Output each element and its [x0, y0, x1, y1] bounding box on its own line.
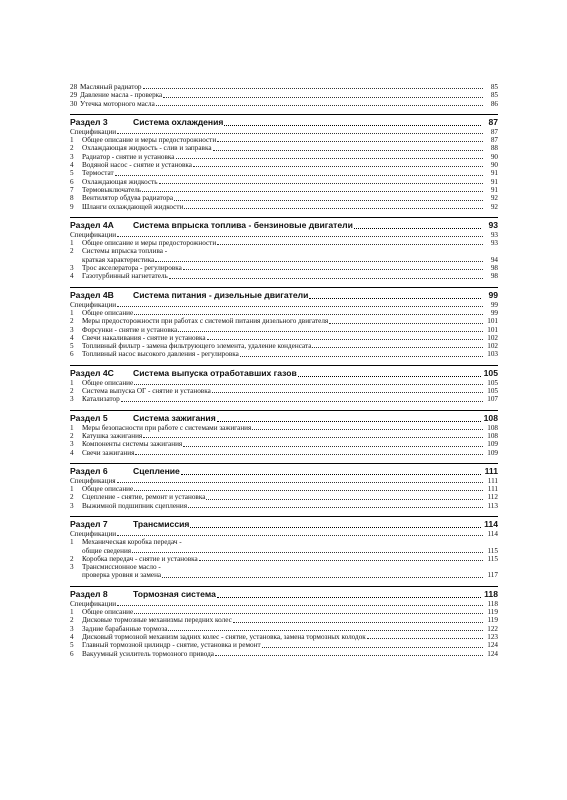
item-title: Масляный радиатор	[80, 83, 142, 91]
dot-leader	[193, 166, 483, 167]
item-page: 87	[490, 127, 498, 136]
toc-item	[70, 91, 498, 99]
item-number: 2	[70, 144, 74, 153]
item-page: 103	[487, 350, 498, 359]
toc-item	[70, 633, 498, 641]
item-title: Общее описание и меры предосторожности	[82, 136, 217, 145]
item-title: Катушка зажигания	[82, 431, 143, 440]
item-number: 4	[70, 333, 74, 342]
dot-leader	[121, 401, 483, 402]
item-title: Главный тормозной цилиндр - снятие, установка и ремонт	[82, 641, 261, 650]
item-title: Спецификации	[70, 127, 117, 136]
item-page: 90	[490, 161, 498, 170]
item-number: 9	[70, 202, 74, 211]
item-title: Форсунки - снятие и установка	[82, 325, 178, 334]
dot-leader	[217, 597, 481, 598]
toc-item	[70, 136, 498, 144]
toc-item	[70, 309, 498, 317]
section-label: Раздел 4С	[70, 367, 114, 378]
dot-leader	[159, 183, 483, 184]
item-number: 1	[70, 538, 74, 547]
item-page: 87	[490, 136, 498, 145]
dot-leader	[224, 125, 481, 126]
dot-leader	[212, 392, 483, 393]
section-label: Раздел 4В	[70, 289, 114, 300]
dot-leader	[217, 421, 481, 422]
item-number: 2	[70, 431, 74, 440]
section-page: 111	[484, 465, 498, 476]
section-header	[70, 586, 498, 600]
item-page: 118	[487, 599, 498, 608]
dot-leader	[190, 527, 481, 528]
toc-item	[70, 169, 498, 177]
section-title: Система питания - дизельные двигатели	[133, 289, 309, 300]
item-page: 124	[487, 649, 498, 658]
section-label: Раздел 8	[70, 588, 108, 599]
item-title: Общее описание	[82, 308, 134, 317]
item-page: 91	[490, 169, 498, 178]
dot-leader	[117, 605, 483, 606]
dot-leader	[217, 141, 483, 142]
toc-item	[70, 641, 498, 649]
toc-item	[70, 625, 498, 633]
item-number: 5	[70, 641, 74, 650]
item-title: Компоненты системы зажигания	[82, 440, 183, 449]
section-page: 87	[488, 116, 498, 127]
section-header	[70, 516, 498, 530]
item-title: Системы впрыска топлива -	[82, 247, 168, 256]
item-page: 102	[487, 333, 498, 342]
toc-item	[70, 203, 498, 211]
dot-leader	[117, 306, 483, 307]
dot-leader	[262, 647, 483, 648]
item-title: Топливный насос высокого давления - регулировка	[82, 350, 239, 359]
dot-leader	[142, 191, 483, 192]
dot-leader	[309, 298, 481, 299]
section-title: Сцепление	[133, 465, 180, 476]
toc-item	[70, 239, 498, 247]
item-title: Спецификация	[70, 476, 116, 485]
item-number: 28	[70, 83, 78, 91]
toc-item	[70, 432, 498, 440]
dot-leader	[163, 97, 483, 98]
item-number: 5	[70, 169, 74, 178]
item-number: 4	[70, 448, 74, 457]
item-title: Охлаждающая жидкость	[82, 177, 158, 186]
dot-leader	[183, 446, 483, 447]
item-page: 107	[487, 395, 498, 404]
toc-item	[70, 178, 498, 186]
item-number: 6	[70, 649, 74, 658]
item-title: Задние барабанные тормоза	[82, 624, 168, 633]
dot-leader	[156, 105, 483, 106]
dot-leader	[117, 535, 483, 536]
dot-leader	[233, 622, 483, 623]
dot-leader	[206, 499, 483, 500]
dot-leader	[143, 88, 483, 89]
dot-leader	[117, 133, 483, 134]
dot-leader	[115, 175, 483, 176]
toc-item	[70, 387, 498, 395]
toc-item	[70, 264, 498, 272]
toc-item	[70, 449, 498, 457]
dot-leader	[188, 507, 483, 508]
item-page: 102	[487, 342, 498, 351]
dot-leader	[217, 244, 483, 245]
dot-leader	[134, 384, 483, 385]
item-number: 1	[70, 239, 74, 248]
item-page: 105	[487, 387, 498, 396]
item-page: 114	[487, 529, 498, 538]
item-number: 6	[70, 350, 74, 359]
dot-leader	[135, 454, 483, 455]
dot-leader	[134, 314, 483, 315]
section-label: Раздел 4А	[70, 219, 114, 230]
item-number: 1	[70, 423, 74, 432]
toc-item	[70, 650, 498, 658]
item-page: 108	[487, 431, 498, 440]
item-number: 7	[70, 185, 74, 194]
toc-item	[70, 379, 498, 387]
dot-leader	[176, 158, 484, 159]
item-title: Сцепление - снятие, ремонт и установка	[82, 493, 206, 502]
item-title: краткая характеристика	[82, 255, 155, 264]
dot-leader	[117, 482, 483, 483]
item-title: Выжимной подшипник сцепления	[82, 501, 188, 510]
dot-leader	[169, 278, 483, 279]
item-page: 112	[487, 493, 498, 502]
section-page: 118	[484, 588, 498, 599]
item-title: Шланги охлаждающей жидкости	[82, 202, 184, 211]
item-page: 115	[487, 554, 498, 563]
item-page: 117	[487, 571, 498, 580]
dot-leader	[298, 376, 481, 377]
item-title: Охлаждающая жидкость - слив и заправка	[82, 144, 212, 153]
section-title: Система охлаждения	[133, 116, 224, 127]
item-page: 91	[490, 177, 498, 186]
item-page: 88	[490, 144, 498, 153]
section-title: Система выпуска отработавших газов	[133, 367, 297, 378]
item-title: Спецификации	[70, 230, 117, 239]
item-title: Система выпуска ОГ - снятие и установка	[82, 387, 211, 396]
item-number: 4	[70, 632, 74, 641]
item-title: Меры предосторожности при работах с системой питания дизельного двигателя	[82, 317, 329, 326]
item-number: 1	[70, 378, 74, 387]
item-number: 6	[70, 177, 74, 186]
item-page: 119	[487, 616, 498, 625]
item-title: Водяной насос - снятие и установка	[82, 161, 192, 170]
toc-item	[70, 342, 498, 350]
toc-item	[70, 256, 498, 264]
item-title: Трос акселератора - регулировка	[82, 264, 182, 273]
item-number: 3	[70, 440, 74, 449]
toc-item	[70, 502, 498, 510]
table-of-contents	[70, 83, 498, 658]
toc-item	[70, 153, 498, 161]
item-number: 30	[70, 99, 78, 108]
dot-leader	[181, 474, 481, 475]
toc-item	[70, 83, 498, 91]
dot-leader	[312, 347, 483, 348]
section-header	[70, 114, 498, 128]
item-title: Термостат	[82, 169, 114, 178]
toc-item	[70, 194, 498, 202]
item-number: 4	[70, 161, 74, 170]
item-page: 115	[487, 546, 498, 555]
dot-leader	[134, 613, 483, 614]
toc-item	[70, 571, 498, 579]
specifications-row	[70, 477, 498, 485]
item-title: Давление масла - проверка	[80, 91, 163, 100]
dot-leader	[207, 339, 483, 340]
item-number: 1	[70, 608, 74, 617]
item-page: 85	[490, 91, 498, 100]
dot-leader	[178, 331, 483, 332]
section-label: Раздел 5	[70, 412, 108, 423]
dot-leader	[134, 490, 483, 491]
item-page: 98	[490, 264, 498, 273]
dot-leader	[162, 577, 483, 578]
item-title: Утечка моторного масла	[80, 99, 155, 108]
item-page: 111	[487, 476, 498, 485]
item-title: Общее описание	[82, 378, 134, 387]
item-page: 113	[487, 501, 498, 510]
specifications-row	[70, 530, 498, 538]
item-title: Вакуумный усилитель тормозного привода	[82, 649, 214, 658]
item-number: 2	[70, 616, 74, 625]
section-header	[70, 365, 498, 379]
toc-item	[70, 493, 498, 501]
item-page: 98	[490, 272, 498, 281]
section-page: 105	[483, 367, 498, 378]
section-page: 93	[488, 219, 498, 230]
item-title: Свечи накаливания - снятие и установка	[82, 333, 206, 342]
section-page: 114	[484, 518, 498, 529]
item-title: Катализатор	[82, 395, 120, 404]
toc-item	[70, 144, 498, 152]
toc-item	[70, 161, 498, 169]
item-title: Спецификации	[70, 599, 117, 608]
section-label: Раздел 6	[70, 465, 108, 476]
item-number: 8	[70, 194, 74, 203]
item-page: 92	[490, 194, 498, 203]
item-page: 99	[490, 308, 498, 317]
toc-item	[70, 326, 498, 334]
toc-item	[70, 424, 498, 432]
item-page: 93	[490, 230, 498, 239]
item-page: 122	[487, 624, 498, 633]
item-title: Газотурбинный нагнетатель	[82, 272, 168, 281]
dot-leader	[174, 200, 483, 201]
item-number: 3	[70, 624, 74, 633]
item-page: 91	[490, 185, 498, 194]
item-title: Коробка передач - снятие и установка	[82, 554, 198, 563]
item-title: Дисковые тормозные механизмы передних колес	[82, 616, 232, 625]
item-title: Общее описание и меры предосторожности	[82, 239, 217, 248]
toc-item	[70, 317, 498, 325]
item-page: 85	[490, 83, 498, 91]
item-title: Вентилятор обдува радиатора	[82, 194, 174, 203]
item-page: 90	[490, 152, 498, 161]
item-number: 3	[70, 264, 74, 273]
item-number: 3	[70, 501, 74, 510]
item-title: общие сведения	[82, 546, 132, 555]
item-title: Топливный фильтр - замена фильтрующего элемента, удаление конденсата	[82, 342, 312, 351]
section-title: Система впрыска топлива - бензиновые двигатели	[133, 219, 353, 230]
item-title: Дисковый тормозной механизм задних колес - снятие, установка, замена тормозных колодок	[82, 632, 366, 641]
item-page: 109	[487, 448, 498, 457]
item-page: 93	[490, 239, 498, 248]
item-title: Термовыключатель	[82, 185, 142, 194]
item-number: 2	[70, 493, 74, 502]
item-title: проверка уровня и замена	[82, 571, 162, 580]
item-page: 86	[490, 99, 498, 108]
section-label: Раздел 3	[70, 116, 108, 127]
item-title: Общее описание	[82, 485, 134, 494]
item-page: 101	[487, 317, 498, 326]
item-page: 101	[487, 325, 498, 334]
specifications-row	[70, 128, 498, 136]
toc-item	[70, 272, 498, 280]
item-number: 3	[70, 325, 74, 334]
item-page: 123	[487, 632, 498, 641]
item-number: 1	[70, 308, 74, 317]
section-title: Система зажигания	[133, 412, 216, 423]
item-number: 1	[70, 485, 74, 494]
toc-item	[70, 563, 498, 571]
section-page: 99	[488, 289, 498, 300]
item-title: Меры безопасности при работе с системами зажигания	[82, 423, 252, 432]
item-number: 2	[70, 317, 74, 326]
toc-item	[70, 485, 498, 493]
item-number: 5	[70, 342, 74, 351]
item-title: Свечи зажигания	[82, 448, 135, 457]
item-page: 111	[487, 485, 498, 494]
item-title: Общее описание	[82, 608, 134, 617]
section-header	[70, 463, 498, 477]
toc-item	[70, 440, 498, 448]
dot-leader	[155, 261, 483, 262]
item-number: 3	[70, 152, 74, 161]
dot-leader	[199, 560, 483, 561]
item-title: Механическая коробка передач -	[82, 538, 182, 547]
item-number: 2	[70, 247, 74, 256]
specifications-row	[70, 301, 498, 309]
toc-item	[70, 547, 498, 555]
item-number: 4	[70, 272, 74, 281]
toc-item	[70, 350, 498, 358]
item-number: 1	[70, 136, 74, 145]
specifications-row	[70, 231, 498, 239]
toc-item	[70, 616, 498, 624]
toc-item	[70, 538, 498, 546]
specifications-row	[70, 600, 498, 608]
item-number: 2	[70, 387, 74, 396]
dot-leader	[168, 630, 483, 631]
item-page: 105	[487, 378, 498, 387]
item-page: 124	[487, 641, 498, 650]
toc-item	[70, 395, 498, 403]
item-number: 3	[70, 395, 74, 404]
dot-leader	[367, 638, 483, 639]
item-title: Радиатор - снятие и установка	[82, 152, 175, 161]
dot-leader	[329, 323, 483, 324]
section-page: 108	[483, 412, 498, 423]
item-page: 99	[490, 300, 498, 309]
dot-leader	[143, 437, 483, 438]
item-page: 119	[487, 608, 498, 617]
item-page: 92	[490, 202, 498, 211]
toc-item	[70, 247, 498, 255]
dot-leader	[213, 150, 483, 151]
section-title: Тормозная система	[133, 588, 216, 599]
dot-leader	[252, 429, 483, 430]
item-title: Спецификации	[70, 529, 117, 538]
dot-leader	[215, 655, 483, 656]
dot-leader	[240, 356, 483, 357]
toc-item	[70, 608, 498, 616]
section-label: Раздел 7	[70, 518, 108, 529]
item-number: 2	[70, 554, 74, 563]
dot-leader	[183, 269, 483, 270]
section-header	[70, 287, 498, 301]
section-header	[70, 217, 498, 231]
toc-item	[70, 186, 498, 194]
item-page: 108	[487, 423, 498, 432]
item-title: Трансмиссионное масло -	[82, 563, 161, 572]
dot-leader	[117, 236, 483, 237]
dot-leader	[132, 552, 483, 553]
section-header	[70, 410, 498, 424]
section-title: Трансмиссия	[133, 518, 190, 529]
toc-item	[70, 334, 498, 342]
item-page: 94	[490, 255, 498, 264]
toc-item	[70, 555, 498, 563]
item-title: Спецификации	[70, 300, 117, 309]
item-page: 109	[487, 440, 498, 449]
toc-item	[70, 100, 498, 108]
dot-leader	[354, 228, 481, 229]
dot-leader	[184, 208, 483, 209]
item-number: 3	[70, 563, 74, 572]
item-number: 29	[70, 91, 78, 100]
